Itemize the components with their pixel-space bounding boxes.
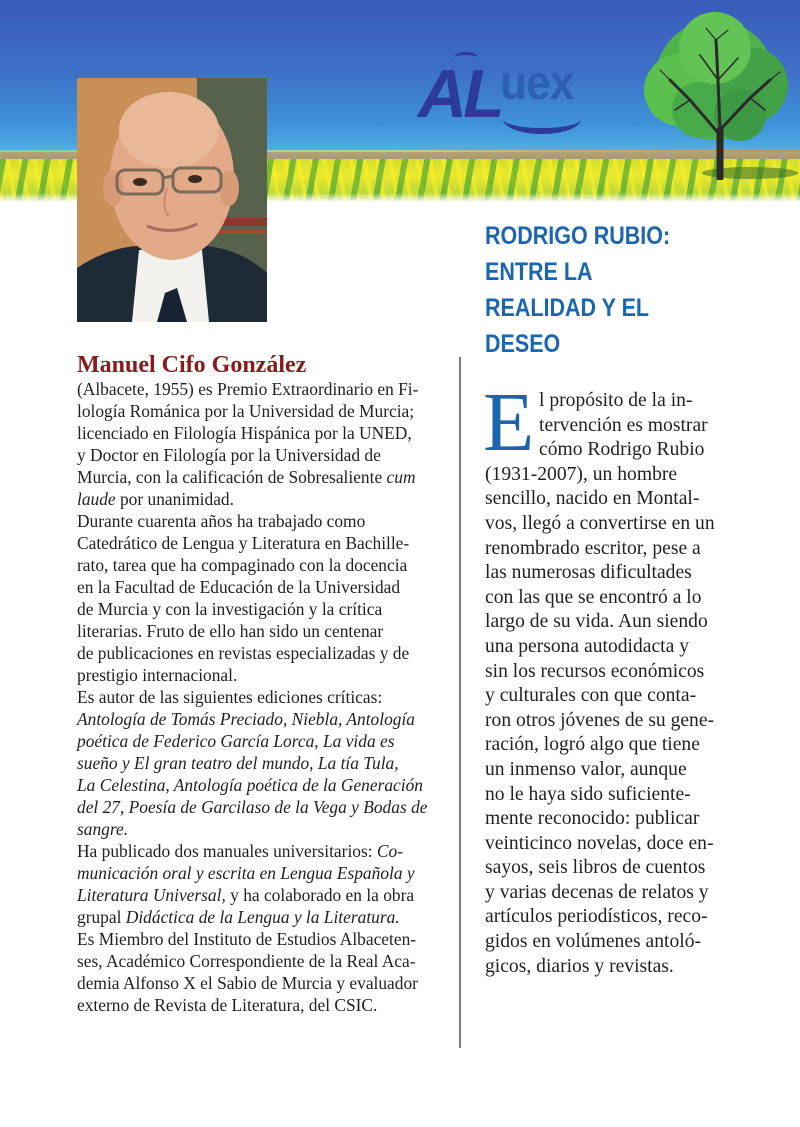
bio-italic-text: Literatura Universal, xyxy=(77,885,226,905)
bio-line xyxy=(77,840,457,862)
article-line: veinticinco novelas, doce en- xyxy=(485,832,714,854)
bio-text: Ha publicado dos manuales universitarios: xyxy=(77,841,377,861)
article-line: largo de su vida. Aun siendo xyxy=(485,611,708,633)
bio-text: Murcia, con la calificación de Sobresaliente xyxy=(77,467,387,487)
bio-line xyxy=(77,884,457,906)
article-title xyxy=(485,218,785,362)
bio-line xyxy=(77,444,457,466)
bio-text: Es Miembro del Instituto de Estudios Albaceten- xyxy=(77,929,417,949)
bio-italic-text: municación oral y escrita en Lengua Española y xyxy=(77,863,415,883)
bio-italic-text: cum xyxy=(386,467,416,487)
author-name: Manuel Cifo González xyxy=(77,352,307,378)
bio-italic-text: laude xyxy=(77,489,116,509)
bio-line xyxy=(77,950,457,972)
bio-text: Catedrático de Lengua y Literatura en Bachille- xyxy=(77,533,410,553)
logo-smile xyxy=(503,104,581,134)
article-line: sencillo, nacido en Montal- xyxy=(485,488,700,510)
title-line: DESEO xyxy=(485,330,561,358)
tree-illustration xyxy=(630,10,800,180)
bio-italic-text: La Celestina, Antología poética de la Generación xyxy=(77,775,423,795)
bio-text: y Doctor en Filología por la Universidad de xyxy=(77,445,381,465)
bio-italic-text: sangre. xyxy=(77,819,129,839)
article-line: con las que se encontró a lo xyxy=(485,586,702,608)
bio-italic-text: del 27, Poesía de Garcilaso de la Vega y Bodas de xyxy=(77,797,428,817)
bio-text: de Murcia y con la investigación y la crítica xyxy=(77,599,383,619)
bio-text: externo de Revista de Literatura, del CSIC. xyxy=(77,995,378,1015)
article-line: una persona autodidacta y xyxy=(485,635,690,657)
article-line: un inmenso valor, aunque xyxy=(485,758,687,780)
bio-text: Durante cuarenta años ha trabajado como xyxy=(77,511,366,531)
bio-line xyxy=(77,686,457,708)
bio-line xyxy=(77,532,457,554)
bio-text: grupal xyxy=(77,907,126,927)
column-divider xyxy=(459,357,461,1048)
drop-cap: E xyxy=(483,376,535,469)
bio-line xyxy=(77,906,457,928)
article-line: sayos, seis libros de cuentos xyxy=(485,857,706,879)
article-line: artículos periodísticos, reco- xyxy=(485,906,708,928)
bio-text: de publicaciones en revistas especializadas y de xyxy=(77,643,410,663)
bio-line xyxy=(77,598,457,620)
bio-text: demia Alfonso X el Sabio de Murcia y evaluador xyxy=(77,973,418,993)
article-line: tervención es mostrar xyxy=(539,414,708,436)
bio-line xyxy=(77,488,457,510)
bio-line xyxy=(77,576,457,598)
bio-text: ses, Académico Correspondiente de la Real Aca- xyxy=(77,951,416,971)
bio-text: en la Facultad de Educación de la Universidad xyxy=(77,577,401,597)
author-bio xyxy=(77,378,457,1016)
article-line: las numerosas dificultades xyxy=(485,562,692,584)
bio-line xyxy=(77,862,457,884)
bio-italic-text: Antología de Tomás Preciado, Niebla, Antología xyxy=(77,709,415,729)
article-line: mente reconocido: publicar xyxy=(485,808,700,830)
bio-text: Es autor de las siguientes ediciones críticas: xyxy=(77,687,383,707)
bio-line xyxy=(77,730,457,752)
title-line: ENTRE LA xyxy=(485,258,593,286)
article-line: sin los recursos económicos xyxy=(485,660,705,682)
bio-text: (Albacete, 1955) es Premio Extraordinario en Fi- xyxy=(77,379,419,399)
bio-text: prestigio internacional. xyxy=(77,665,238,685)
article-line: y varias decenas de relatos y xyxy=(485,881,709,903)
article-line: (1931-2007), un hombre xyxy=(485,463,678,485)
article-line: no le haya sido suficiente- xyxy=(485,783,691,805)
bio-line xyxy=(77,466,457,488)
bio-line xyxy=(77,752,457,774)
aluex-logo xyxy=(408,48,613,144)
article-line: gidos en volúmenes antoló- xyxy=(485,931,702,953)
bio-text: lología Románica por la Universidad de Murcia; xyxy=(77,401,415,421)
bio-italic-text: sueño y El gran teatro del mundo, La tía Tula, xyxy=(77,753,399,773)
bio-italic-text: Co- xyxy=(376,841,404,861)
bio-text: por unanimidad. xyxy=(115,489,234,509)
author-photo xyxy=(77,78,267,322)
bio-line xyxy=(77,400,457,422)
article-body xyxy=(483,376,795,979)
bio-line xyxy=(77,774,457,796)
title-line: RODRIGO RUBIO: xyxy=(485,222,671,250)
bio-italic-text: Didáctica de la Lengua y la Literatura. xyxy=(125,907,400,927)
bio-line xyxy=(77,818,457,840)
bio-text: literarias. Fruto de ello han sido un centenar xyxy=(77,621,384,641)
bio-line xyxy=(77,796,457,818)
author-portrait-illustration xyxy=(77,78,267,322)
bio-line xyxy=(77,708,457,730)
bio-line xyxy=(77,642,457,664)
title-line: REALIDAD Y EL xyxy=(485,294,650,322)
bio-line xyxy=(77,994,457,1016)
bio-text: y ha colaborado en la obra xyxy=(225,885,415,905)
bio-line xyxy=(77,620,457,642)
bio-line xyxy=(77,378,457,400)
article-line: gicos, diarios y revistas. xyxy=(485,955,674,977)
bio-line xyxy=(77,664,457,686)
article-line: cómo Rodrigo Rubio xyxy=(539,439,705,461)
article-line: renombrado escritor, pese a xyxy=(485,537,701,559)
bio-italic-text: poética de Federico García Lorca, La vida es xyxy=(77,731,395,751)
bio-line xyxy=(77,972,457,994)
article-line: ron otros jóvenes de su gene- xyxy=(485,709,715,731)
article-line: l propósito de la in- xyxy=(539,390,693,411)
logo-text-al: AL xyxy=(418,56,501,132)
article-line: ración, logró algo que tiene xyxy=(485,734,700,756)
bio-line xyxy=(77,422,457,444)
article-line: y culturales con que conta- xyxy=(485,685,697,707)
bio-line xyxy=(77,510,457,532)
article-line: vos, llegó a convertirse en un xyxy=(485,512,715,534)
logo-text-uex: uex xyxy=(500,57,574,110)
bio-text: licenciado en Filología Hispánica por la UNED, xyxy=(77,423,412,443)
bio-line xyxy=(77,554,457,576)
bio-text: rato, tarea que ha compaginado con la docencia xyxy=(77,555,408,575)
bio-line xyxy=(77,928,457,950)
